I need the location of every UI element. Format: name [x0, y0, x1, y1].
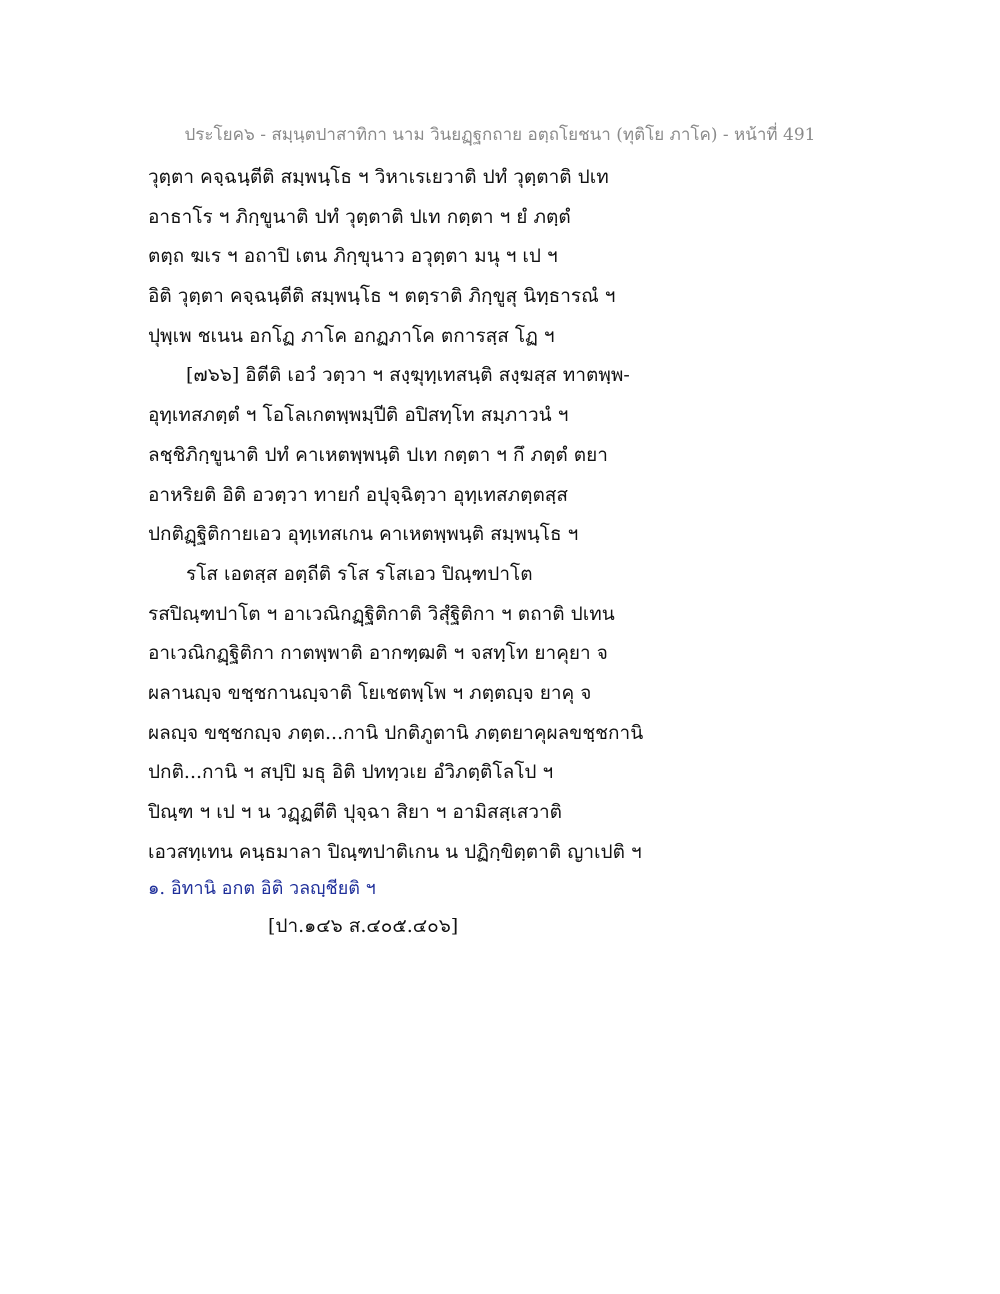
text-line: อาธาโร ฯ ภิกฺขูนาติ ปทํ วุตฺตาติ ปเท กตฺตา ฯ ยํ ภตฺตํ: [148, 205, 571, 228]
text-line: อิติ วุตฺตา คจฺฉนฺตีติ สมฺพนฺโธ ฯ ตตฺราติ ภิกฺขูสุ นิทฺธารณํ ฯ: [148, 285, 616, 308]
text-line: รสปิณฺฑปาโต ฯ อาเวณิกฏฺฐิติกาติ วิสุํฐิติกา ฯ ตถาติ ปเทน: [148, 602, 615, 625]
text-line: ปกติ...กานิ ฯ สปฺปิ มธุ อิติ ปททฺวเย อํวิภตฺติโลโป ฯ: [148, 761, 554, 784]
text-line: ผลานญฺจ ขชฺชกานญฺจาติ โยเชตพฺโพ ฯ ภตฺตญฺจ ยาคุ จ: [148, 681, 592, 704]
footnote: ๑. อิทานิ อกต อิติ วลญฺชียติ ฯ: [148, 878, 376, 899]
text-line: ผลญฺจ ขชฺชกญฺจ ภตฺต...กานิ ปกติภูตานิ ภตฺตยาคุผลขชฺชกานิ: [148, 721, 644, 744]
text-line: ปิณฺฑ ฯ เป ฯ น วฏฺฏตีติ ปุจฺฉา สิยา ฯ อามิสสฺเสวาติ: [148, 801, 562, 823]
paragraph-start-line: [๗๖๖] อิตีติ เอวํ วตฺวา ฯ สงฺฆุทฺเทสนฺติ สงฺฆสฺส ทาตพฺพ-: [186, 364, 630, 387]
text-line: วุตฺตา คจฺฉนฺตีติ สมฺพนฺโธ ฯ วิหาเรเยวาติ ปทํ วุตฺตาติ ปเท: [148, 166, 609, 188]
text-line: อาเวณิกฏฺฐิติกา กาตพฺพาติ อากฑฺฒติ ฯ จสทฺโท ยาคุยา จ: [148, 642, 608, 665]
text-line: ลชฺชิภิกฺขูนาติ ปทํ คาเหตพฺพนฺติ ปเท กตฺตา ฯ กึ ภตฺตํ ตยา: [148, 443, 608, 466]
text-line: ปกติฏฺฐิติกายเอว อุทฺเทสเกน คาเหตพฺพนฺติ สมฺพนฺโธ ฯ: [148, 523, 579, 546]
text-line: ปุพฺเพ ชเนน อกโฏ ภาโค อกฏภาโค ตการสฺส โฏ ฯ: [148, 324, 555, 347]
body-text: [148, 158, 848, 872]
paragraph-start-line: รโส เอตสฺส อตฺถีติ รโส รโสเอว ปิณฺฑปาโต: [186, 562, 533, 585]
text-line: ตตฺถ ฆเร ฯ อถาปิ เตน ภิกฺขุนาว อวุตฺตา มนุ ฯ เป ฯ: [148, 245, 558, 268]
page-reference: [ปา.๑๔๖ ส.๔๐๕.๔๐๖]: [268, 915, 459, 937]
text-line: เอวสทฺเทน คนฺธมาลา ปิณฺฑปาติเกน น ปฏิกฺขิตฺตาติ ญาเปติ ฯ: [148, 840, 642, 863]
text-line: อาหริยติ อิติ อวตฺวา ทายกํ อปุจฺฉิตฺวา อุทฺเทสภตฺตสฺส: [148, 483, 568, 506]
text-line: อุทฺเทสภตฺตํ ฯ โอโลเกตพฺพมฺปีติ อปิสทฺโท สมฺภาวนํ ฯ: [148, 404, 569, 427]
page-header: ประโยค๖ - สมฺนฺตปาสาทิกา นาม วินยฏฺฐกถาย อตฺถโยชนา (ทุติโย ภาโค) - หน้าที่ 491: [184, 125, 816, 145]
